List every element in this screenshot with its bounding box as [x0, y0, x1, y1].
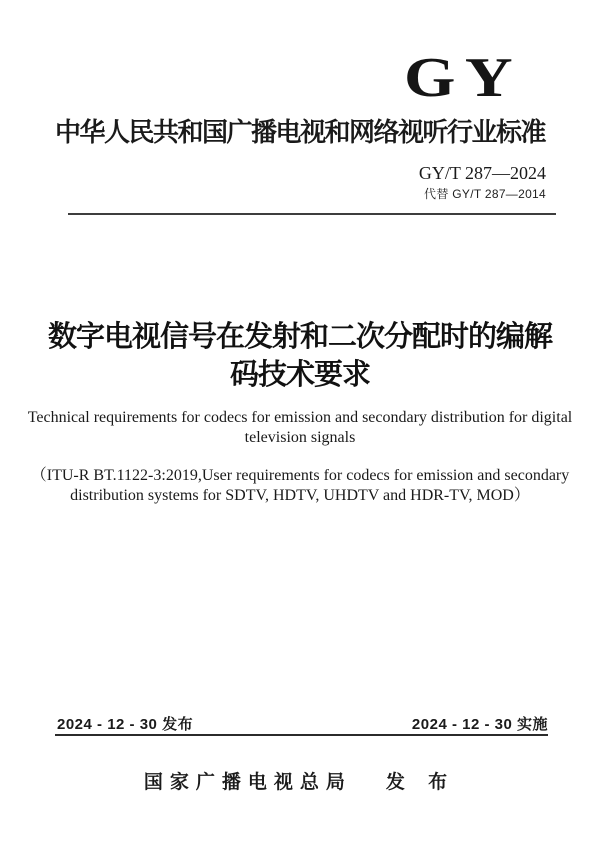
document-title-zh-line1: 数字电视信号在发射和二次分配时的编解 [47, 321, 552, 353]
header-divider-rule [68, 213, 556, 215]
gy-logo: GY [404, 47, 522, 109]
publisher-name: 国家广播电视总局 [143, 772, 352, 793]
publisher-row [0, 771, 600, 795]
issue-date: 2024 - 12 - 30 发布 [57, 716, 194, 733]
date-row [57, 715, 548, 734]
publish-label: 发 布 [385, 772, 457, 793]
standard-number: GY/T 287—2024 [418, 163, 546, 183]
document-title-en-line1: Technical requirements for codecs for emission and secondary distribution for digital [27, 409, 573, 426]
document-title-en-line2: television signals [244, 429, 356, 446]
itu-reference-line1: （ITU-R BT.1122-3:2019,User requirements for codecs for emission and secondary [30, 467, 570, 484]
itu-reference [0, 466, 600, 506]
standard-number-block [419, 163, 546, 201]
footer-divider-rule [55, 734, 548, 736]
implementation-date: 2024 - 12 - 30 实施 [411, 716, 548, 733]
document-title-en [0, 408, 600, 448]
itu-reference-line2: distribution systems for SDTV, HDTV, UHDTV and HDR-TV, MOD） [70, 487, 530, 504]
standard-series-heading: 中华人民共和国广播电视和网络视听行业标准 [54, 117, 545, 147]
replaces-note: 代替 GY/T 287—2014 [424, 187, 546, 201]
document-title-zh-line2: 码技术要求 [229, 359, 370, 391]
document-title-zh [0, 318, 600, 394]
